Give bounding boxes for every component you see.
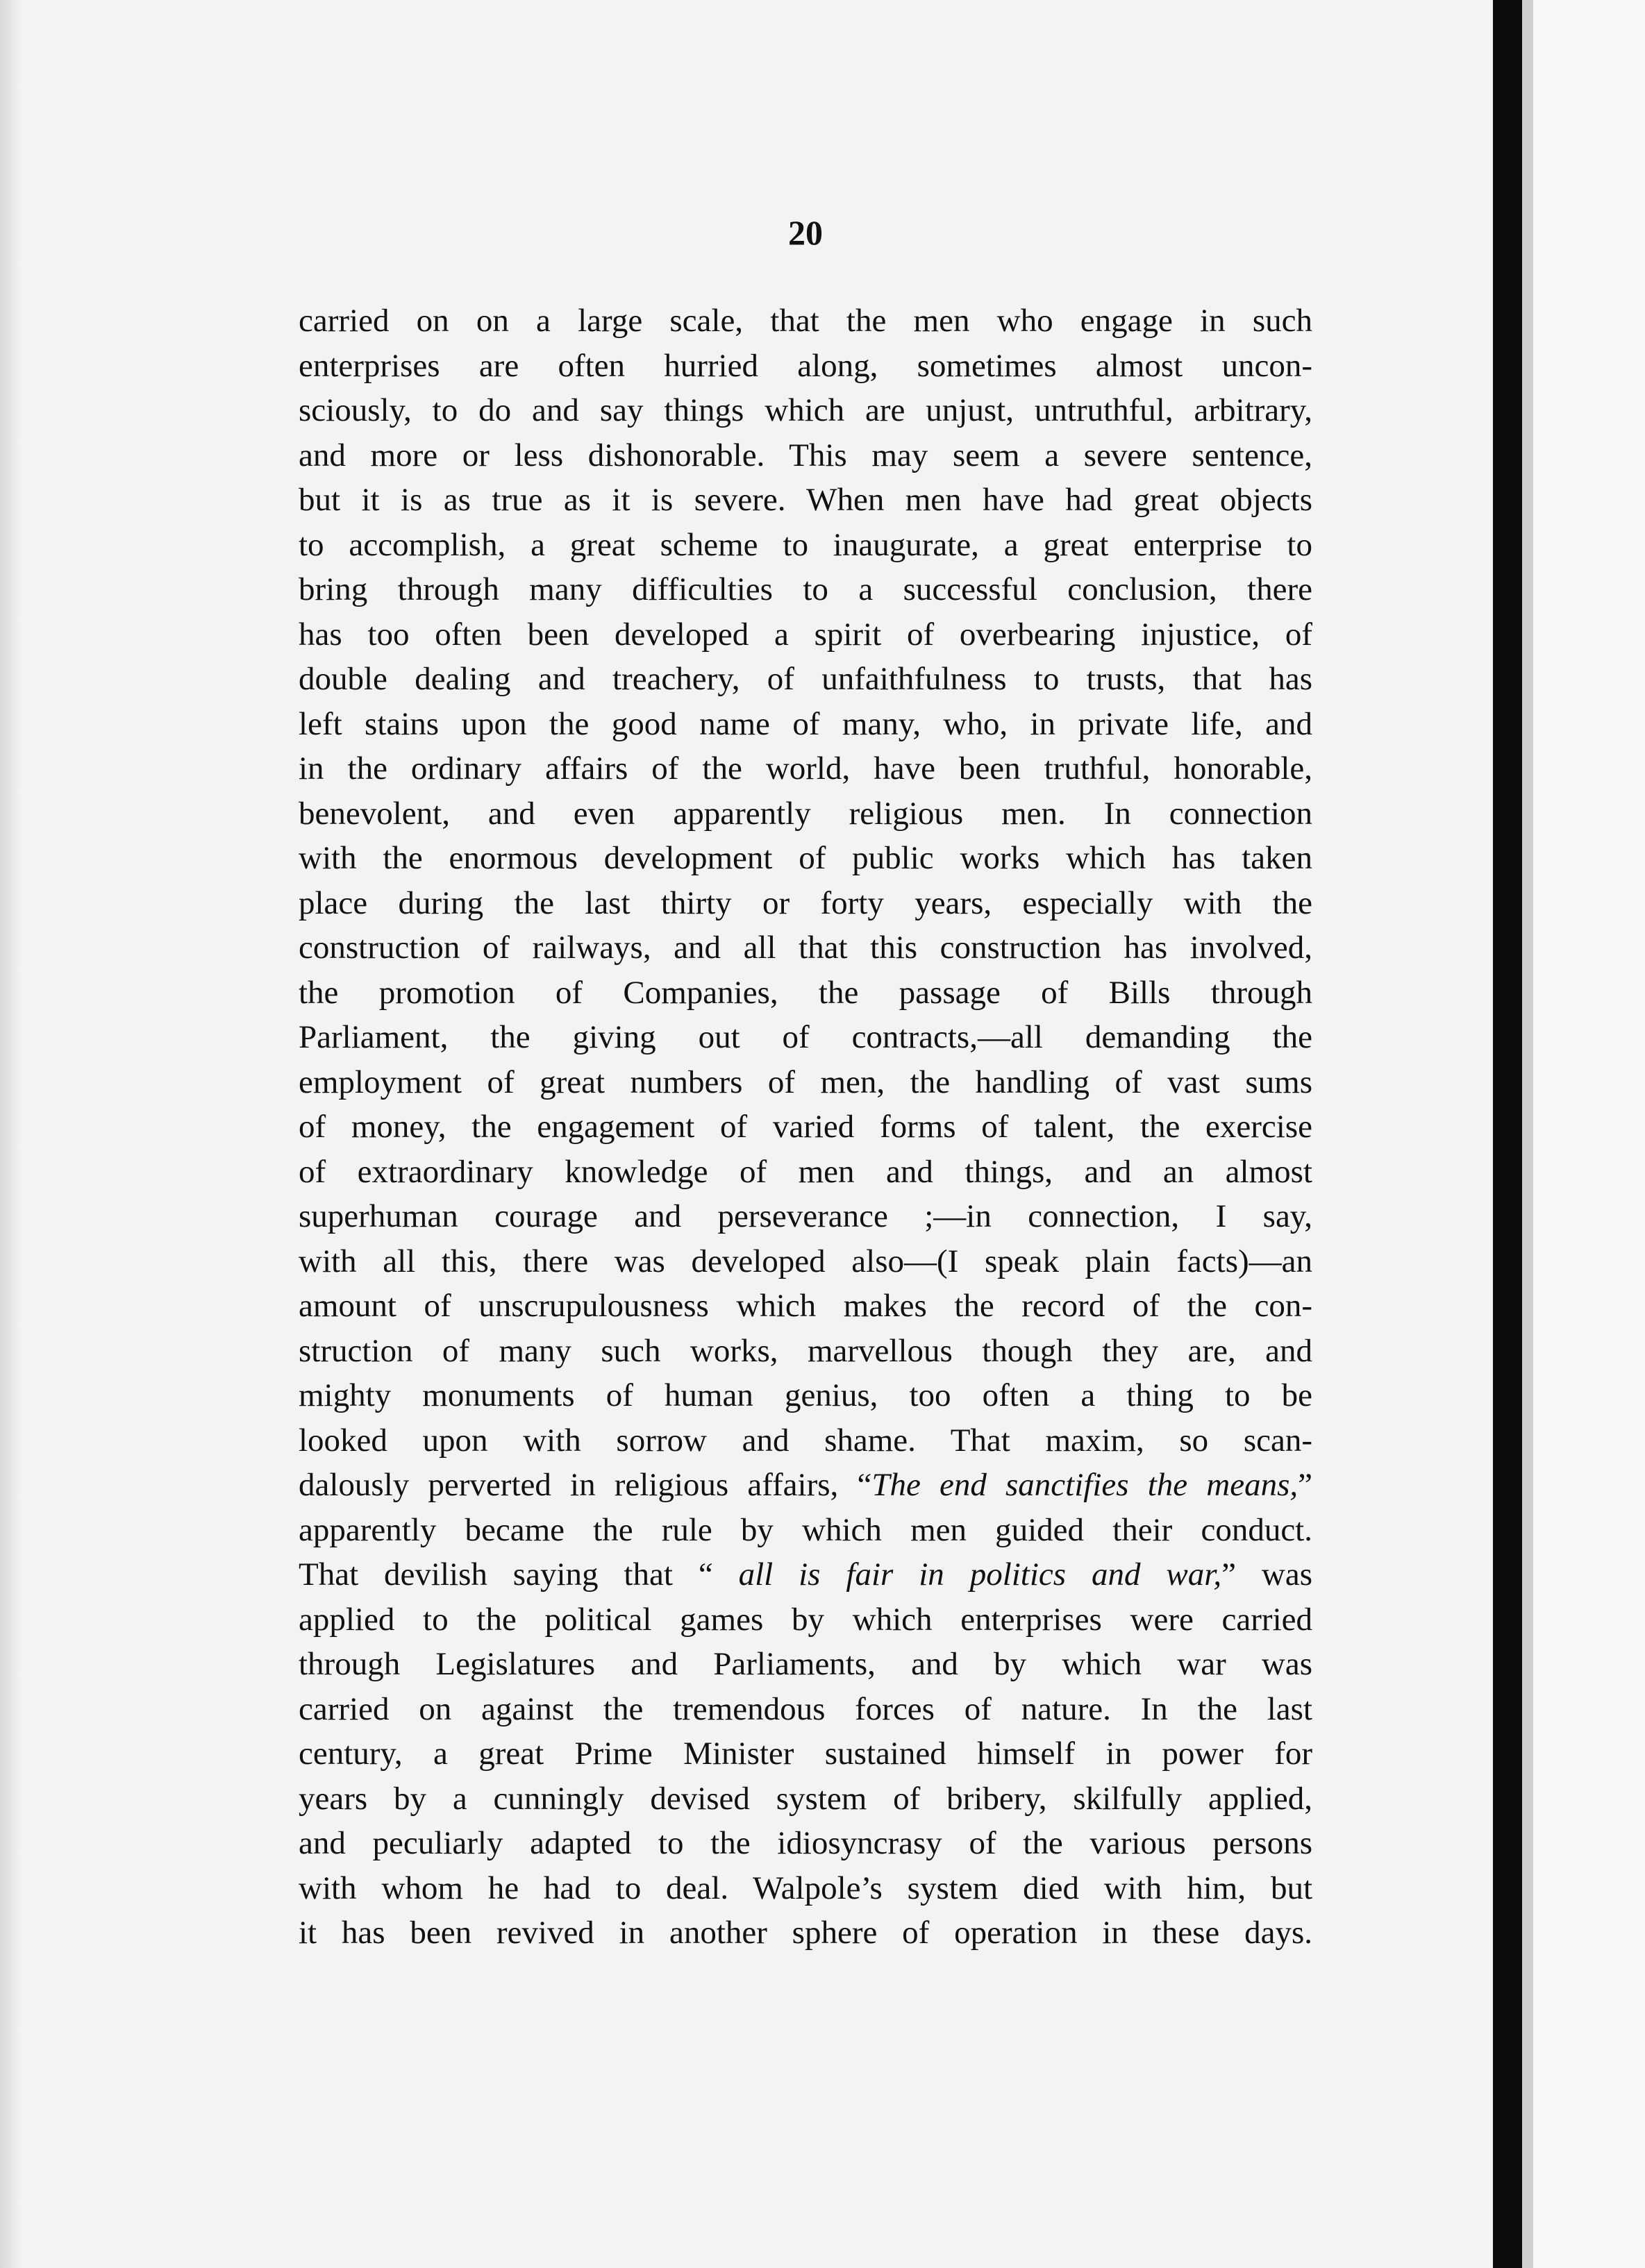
text-line-quote-means bbox=[299, 1463, 1312, 1508]
italic-quote-means: The end sanctifies the means, bbox=[871, 1467, 1299, 1503]
text-line: construction of railways, and all that this construction has involved, bbox=[299, 930, 1312, 966]
text-line: of money, the engagement of varied forms of talent, the exercise bbox=[299, 1109, 1312, 1145]
text-line: sciously, to do and say things which are unjust, untruthful, arbitrary, bbox=[299, 392, 1312, 428]
text-line: but it is as true as it is severe. When men have had great objects bbox=[299, 482, 1312, 518]
text-line: employment of great numbers of men, the handling of vast sums bbox=[299, 1064, 1312, 1100]
text-line: the promotion of Companies, the passage of Bills through bbox=[299, 974, 1312, 1011]
text-line: years by a cunningly devised system of bribery, skilfully applied, bbox=[299, 1780, 1312, 1817]
body-text bbox=[299, 299, 1312, 1956]
text-line: place during the last thirty or forty years, especially with the bbox=[299, 884, 1312, 921]
text-line: double dealing and treachery, of unfaithfulness to trusts, that has bbox=[299, 661, 1312, 697]
text-line: left stains upon the good name of many, who, in private life, and bbox=[299, 705, 1312, 742]
text-line: with all this, there was developed also—(I speak plain facts)—an bbox=[299, 1243, 1312, 1279]
text-line: and more or less dishonorable. This may seem a severe sentence, bbox=[299, 437, 1312, 473]
spine-gap bbox=[1522, 0, 1533, 2268]
text-line: superhuman courage and perseverance ;—in connection, I say, bbox=[299, 1198, 1312, 1234]
text-line: bring through many difficulties to a successful conclusion, there bbox=[299, 571, 1312, 607]
text-line: of extraordinary knowledge of men and things, and an almost bbox=[299, 1153, 1312, 1190]
text-line: with whom he had to deal. Walpole’s system died with him, but bbox=[299, 1870, 1312, 1906]
text-line: has too often been developed a spirit of overbearing injustice, of bbox=[299, 616, 1312, 653]
text-line: mighty monuments of human genius, too often a thing to be bbox=[299, 1377, 1312, 1413]
page-left-edge bbox=[0, 0, 21, 2268]
quote-close-text: ” was bbox=[1221, 1556, 1312, 1593]
text-line: applied to the political games by which enterprises were carried bbox=[299, 1601, 1312, 1638]
text-line: carried on on a large scale, that the men who engage in such bbox=[299, 303, 1312, 339]
text-line: century, a great Prime Minister sustained himself in power for bbox=[299, 1736, 1312, 1772]
text-line-quote-war bbox=[299, 1552, 1312, 1597]
text-line: through Legislatures and Parliaments, and by which war was bbox=[299, 1646, 1312, 1682]
text-line: to accomplish, a great scheme to inaugurate, a great enterprise to bbox=[299, 526, 1312, 563]
text-line: in the ordinary affairs of the world, have been truthful, honorable, bbox=[299, 750, 1312, 787]
text-line: apparently became the rule by which men guided their conduct. bbox=[299, 1511, 1312, 1548]
text-line: struction of many such works, marvellous though they are, and bbox=[299, 1332, 1312, 1369]
italic-quote-war: all is fair in politics and war, bbox=[738, 1556, 1222, 1593]
text-line: and peculiarly adapted to the idiosyncrasy of the various persons bbox=[299, 1825, 1312, 1861]
page-number: 20 bbox=[788, 213, 823, 252]
text-line: Parliament, the giving out of contracts,—all demanding the bbox=[299, 1019, 1312, 1055]
quote-lead-text: dalously perverted in religious affairs, “ bbox=[299, 1467, 872, 1503]
text-line: with the enormous development of public works which has taken bbox=[299, 840, 1312, 876]
text-line: benevolent, and even apparently religious men. In connection bbox=[299, 795, 1312, 832]
text-line: carried on against the tremendous forces of nature. In the last bbox=[299, 1690, 1312, 1727]
quote-lead-text: That devilish saying that “ bbox=[299, 1556, 739, 1593]
facing-page-edge bbox=[1533, 0, 1645, 2268]
book-spine bbox=[1493, 0, 1522, 2268]
text-line-last: it has been revived in another sphere of operation in these days. bbox=[299, 1915, 1312, 1951]
text-line: looked upon with sorrow and shame. That maxim, so scan- bbox=[299, 1422, 1312, 1459]
quote-close-text: ” bbox=[1298, 1467, 1312, 1503]
text-line: amount of unscrupulousness which makes the record of the con- bbox=[299, 1288, 1312, 1324]
text-line: enterprises are often hurried along, sometimes almost uncon- bbox=[299, 347, 1312, 384]
